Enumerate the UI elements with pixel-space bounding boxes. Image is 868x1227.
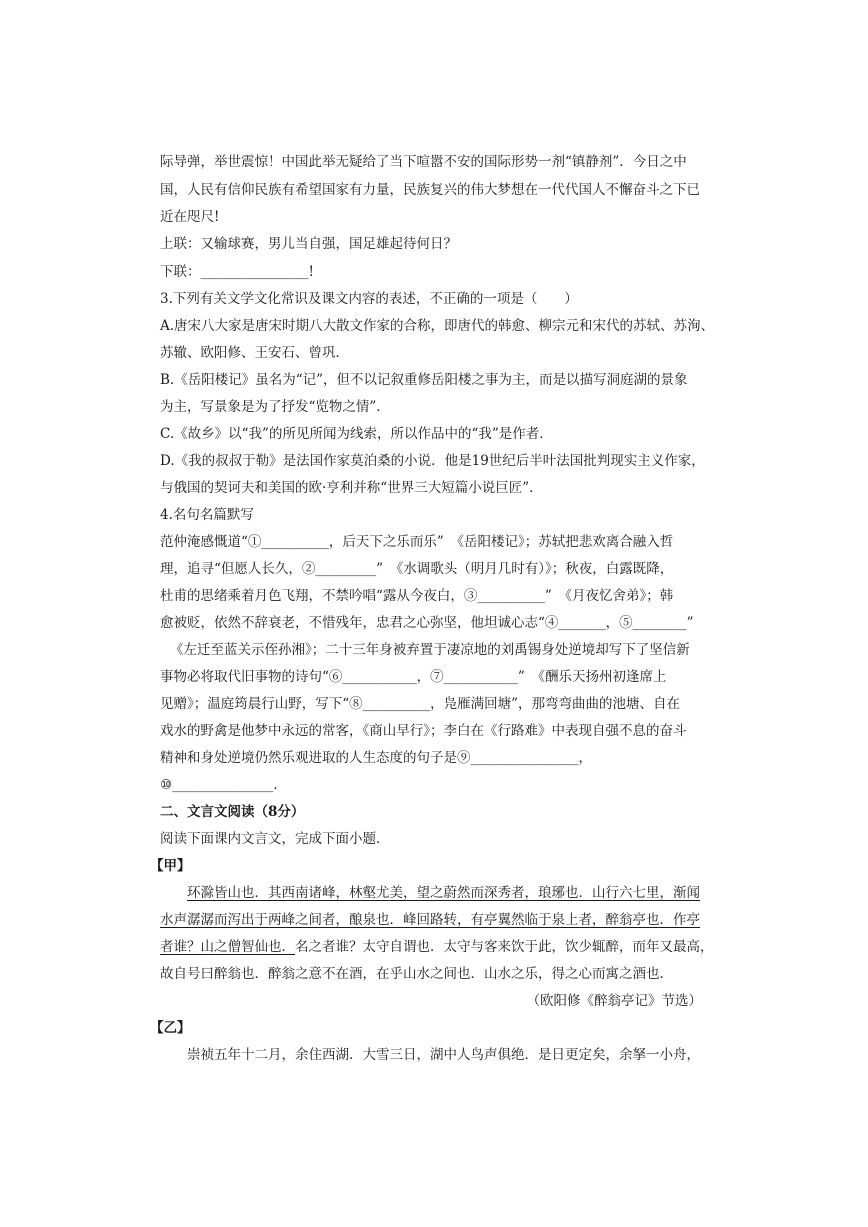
passage-jia-heading: 【甲】 xyxy=(150,858,191,874)
text-line: 苏辙、欧阳修、王安石、曾巩． xyxy=(160,345,349,361)
section-heading: 二、文言文阅读（8分） xyxy=(160,804,305,820)
text-line: 国，人民有信仰民族有希望国家有力量，民族复兴的伟大梦想在一代代国人不懈奋斗之下已 xyxy=(160,182,700,198)
text-line: 近在咫尺! xyxy=(160,209,220,225)
text-line: 愈被贬，依然不辞衰老，不惜残年，忠君之心弥坚，他坦诚心志“④_______，⑤________” xyxy=(160,615,694,631)
option-c: C.《故乡》以“我”的所见所闻为线索，所以作品中的“我”是作者． xyxy=(160,426,553,442)
text-line: 戏水的野禽是他梦中永远的常客，《商山早行》；李白在《行路难》中表现自强不息的奋斗 xyxy=(160,723,687,739)
text-line: 精神和身处逆境仍然乐观进取的人生态度的句子是⑨________________， xyxy=(160,750,592,766)
plain-text: 名之者谁？太守自谓也．太守与客来饮于此，饮少辄醉，而年又最高， xyxy=(295,939,714,955)
option-a: A.唐宋八大家是唐宋时期八大散文作家的合称，即唐代的韩愈、柳宗元和宋代的苏轼、苏洵、 xyxy=(160,318,715,334)
passage-yi-line: 崇祯五年十二月，余住西湖．大雪三日，湖中人鸟声俱绝．是日更定矣，余拏一小舟， xyxy=(187,1047,700,1063)
question-4: 4.名句名篇默写 xyxy=(160,507,254,523)
passage-jia-line: 环滁皆山也．其西南诸峰，林壑尤美，望之蔚然而深秀者，琅琊也．山行六七里，渐闻 xyxy=(187,885,700,901)
passage-jia-line: 水声潺潺而泻出于两峰之间者，酿泉也．峰回路转，有亭翼然临于泉上者，醉翁亭也．作亭 xyxy=(160,912,700,928)
text-line: 与俄国的契诃夫和美国的欧·亨利并称“世界三大短篇小说巨匠”． xyxy=(160,480,543,496)
text-line: 杜甫的思绪乘着月色飞翔，不禁吟唱“露从今夜白，③__________” 《月夜忆舍弟》；韩 xyxy=(160,588,674,604)
passage-yi-heading: 【乙】 xyxy=(150,1020,191,1036)
couplet-lower: 下联：________________! xyxy=(160,264,314,280)
question-3: 3.下列有关文学文化常识及课文内容的表述，不正确的一项是（ ） xyxy=(160,291,578,307)
text-line: 为主，写景象是为了抒发“览物之情”． xyxy=(160,399,390,415)
option-b: B.《岳阳楼记》虽名为“记”，但不以记叙重修岳阳楼之事为主，而是以描写洞庭湖的景象 xyxy=(160,372,688,388)
passage-source: （欧阳修《醉翁亭记》节选） xyxy=(526,993,702,1009)
passage-jia-line xyxy=(160,938,714,956)
option-d: D.《我的叔叔于勒》是法国作家莫泊桑的小说．他是19世纪后半叶法国批判现实主义作家， xyxy=(160,453,705,469)
underlined-text: 者谁？山之僧智仙也． xyxy=(160,939,295,955)
text-line: 事物必将取代旧事物的诗句“⑥___________，⑦___________” 《酬乐天扬州初逢席上 xyxy=(160,669,667,685)
text-line: 《左迁至蓝关示侄孙湘》；二十三年身被弃置于凄凉地的刘禹锡身处逆境却写下了坚信新 xyxy=(170,642,690,658)
text-line: 范仲淹感慨道“①__________，后天下之乐而乐” 《岳阳楼记》；苏轼把悲欢离合融入哲 xyxy=(160,534,674,550)
text-line: 际导弹，举世震惊！中国此举无疑给了当下喧嚣不安的国际形势一剂“镇静剂”．今日之中 xyxy=(160,154,687,170)
couplet-upper: 上联：又输球赛，男儿当自强，国足雄起待何日？ xyxy=(160,236,457,252)
text-line: 理，追寻“但愿人长久，②_________” 《水调歌头（明月几时有）》；秋夜，白露既降， xyxy=(160,561,674,577)
text-line: 见赠》；温庭筠晨行山野，写下“⑧__________，凫雁满回塘”，那弯弯曲曲的池塘、自在 xyxy=(160,696,681,712)
passage-jia-line: 故自号曰醉翁也．醉翁之意不在酒，在乎山水之间也．山水之乐，得之心而寓之酒也． xyxy=(160,966,673,982)
instruction: 阅读下面课内文言文，完成下面小题． xyxy=(160,831,390,847)
text-line: ⑩_______________． xyxy=(160,777,287,793)
